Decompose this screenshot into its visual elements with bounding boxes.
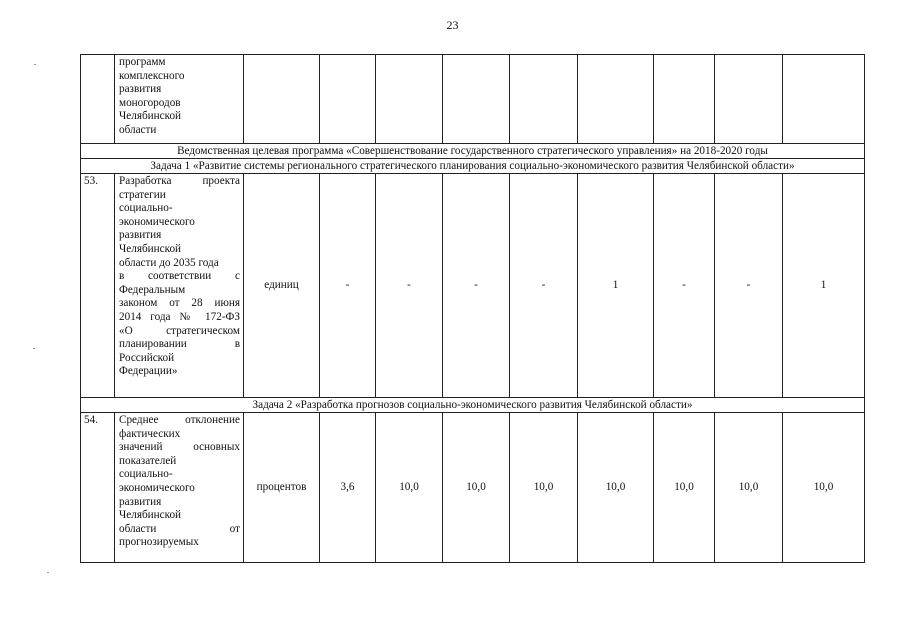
task1-title: Задача 1 «Развитие системы регионального стратегического планирования социально-экономического развития Челябинской области» [81,159,865,174]
indicator-name-line: Среднее отклонение [119,414,240,426]
value-cell: - [654,174,715,398]
indicator-name-line: показателей [119,454,177,467]
scan-speck [34,64,36,65]
value-cell: 10,0 [510,413,578,563]
table-row-53 [81,174,865,398]
value-cell: 10,0 [654,413,715,563]
indicator-name-line: 2014 года № 172-ФЗ [119,310,240,323]
indicator-name-line: социально- [119,468,173,481]
value-cell: 10,0 [783,413,865,563]
row-number-cell [81,55,115,144]
indicator-name-line: развития [119,83,162,96]
unit-cell: процентов [244,413,320,563]
indicator-name-cell [115,413,244,563]
indicator-name-line: развития [119,229,162,242]
indicator-name-line: моногородов [119,96,181,109]
program-title: Ведомственная целевая программа «Совершенствование государственного стратегического управления» на 2018-2020 годы [81,144,865,159]
indicator-name-line: Федеральным [119,283,186,296]
indicator-name-line: области до 2035 года [119,256,219,269]
scan-speck [47,572,49,573]
indicator-name-line: прогнозируемых [119,536,199,549]
value-cell: 3,6 [320,413,376,563]
task2-title: Задача 2 «Разработка прогнозов социально-экономического развития Челябинской области» [81,398,865,413]
table-row-continued [81,55,865,144]
indicator-name-line: области [119,123,157,136]
indicator-name-cell [115,55,244,144]
indicator-name-line: Российской [119,351,175,364]
indicator-name-line: области от [119,522,240,535]
value-cell: 1 [783,174,865,398]
indicator-name-line: Челябинской [119,110,182,123]
indicator-name-line: социально- [119,202,173,215]
value-cell: - [376,174,443,398]
indicator-name-line: планировании в [119,338,240,351]
indicator-name-line: фактических [119,427,181,440]
indicator-name-line: экономического [119,215,195,228]
indicator-name-line: значений основных [119,441,240,454]
value-cell: 10,0 [376,413,443,563]
value-cell: 10,0 [715,413,783,563]
indicator-name-line: Федерации» [119,365,178,378]
scan-speck [33,348,35,349]
value-cell: - [320,174,376,398]
value-cell: 1 [578,174,654,398]
unit-cell: единиц [244,174,320,398]
indicator-name-cell [115,174,244,398]
indicator-table [80,54,865,563]
indicator-name-line: Челябинской [119,509,182,522]
table-row-54 [81,413,865,563]
row-number-cell: 54. [81,413,115,563]
indicator-name-line: законом от 28 июня [119,297,240,310]
indicator-name-line: стратегии [119,188,166,201]
value-cell: - [443,174,510,398]
indicator-name-line: экономического [119,481,195,494]
indicator-name-line: в соответствии с [119,270,240,283]
value-cell: 10,0 [578,413,654,563]
value-cell: 10,0 [443,413,510,563]
value-cell: - [715,174,783,398]
indicator-name-line: «О стратегическом [119,324,240,337]
page-number: 23 [446,18,459,32]
indicator-name-line: развития [119,495,162,508]
table-row-task1 [81,159,865,174]
indicator-name-line: комплексного [119,69,185,82]
row-number-cell: 53. [81,174,115,398]
value-cell: - [510,174,578,398]
indicator-name-line: Разработка проекта [119,175,240,187]
indicator-name-line: Челябинской [119,242,182,255]
table-row-program-title [81,144,865,159]
table-row-task2 [81,398,865,413]
indicator-name-line: программ [119,56,166,68]
